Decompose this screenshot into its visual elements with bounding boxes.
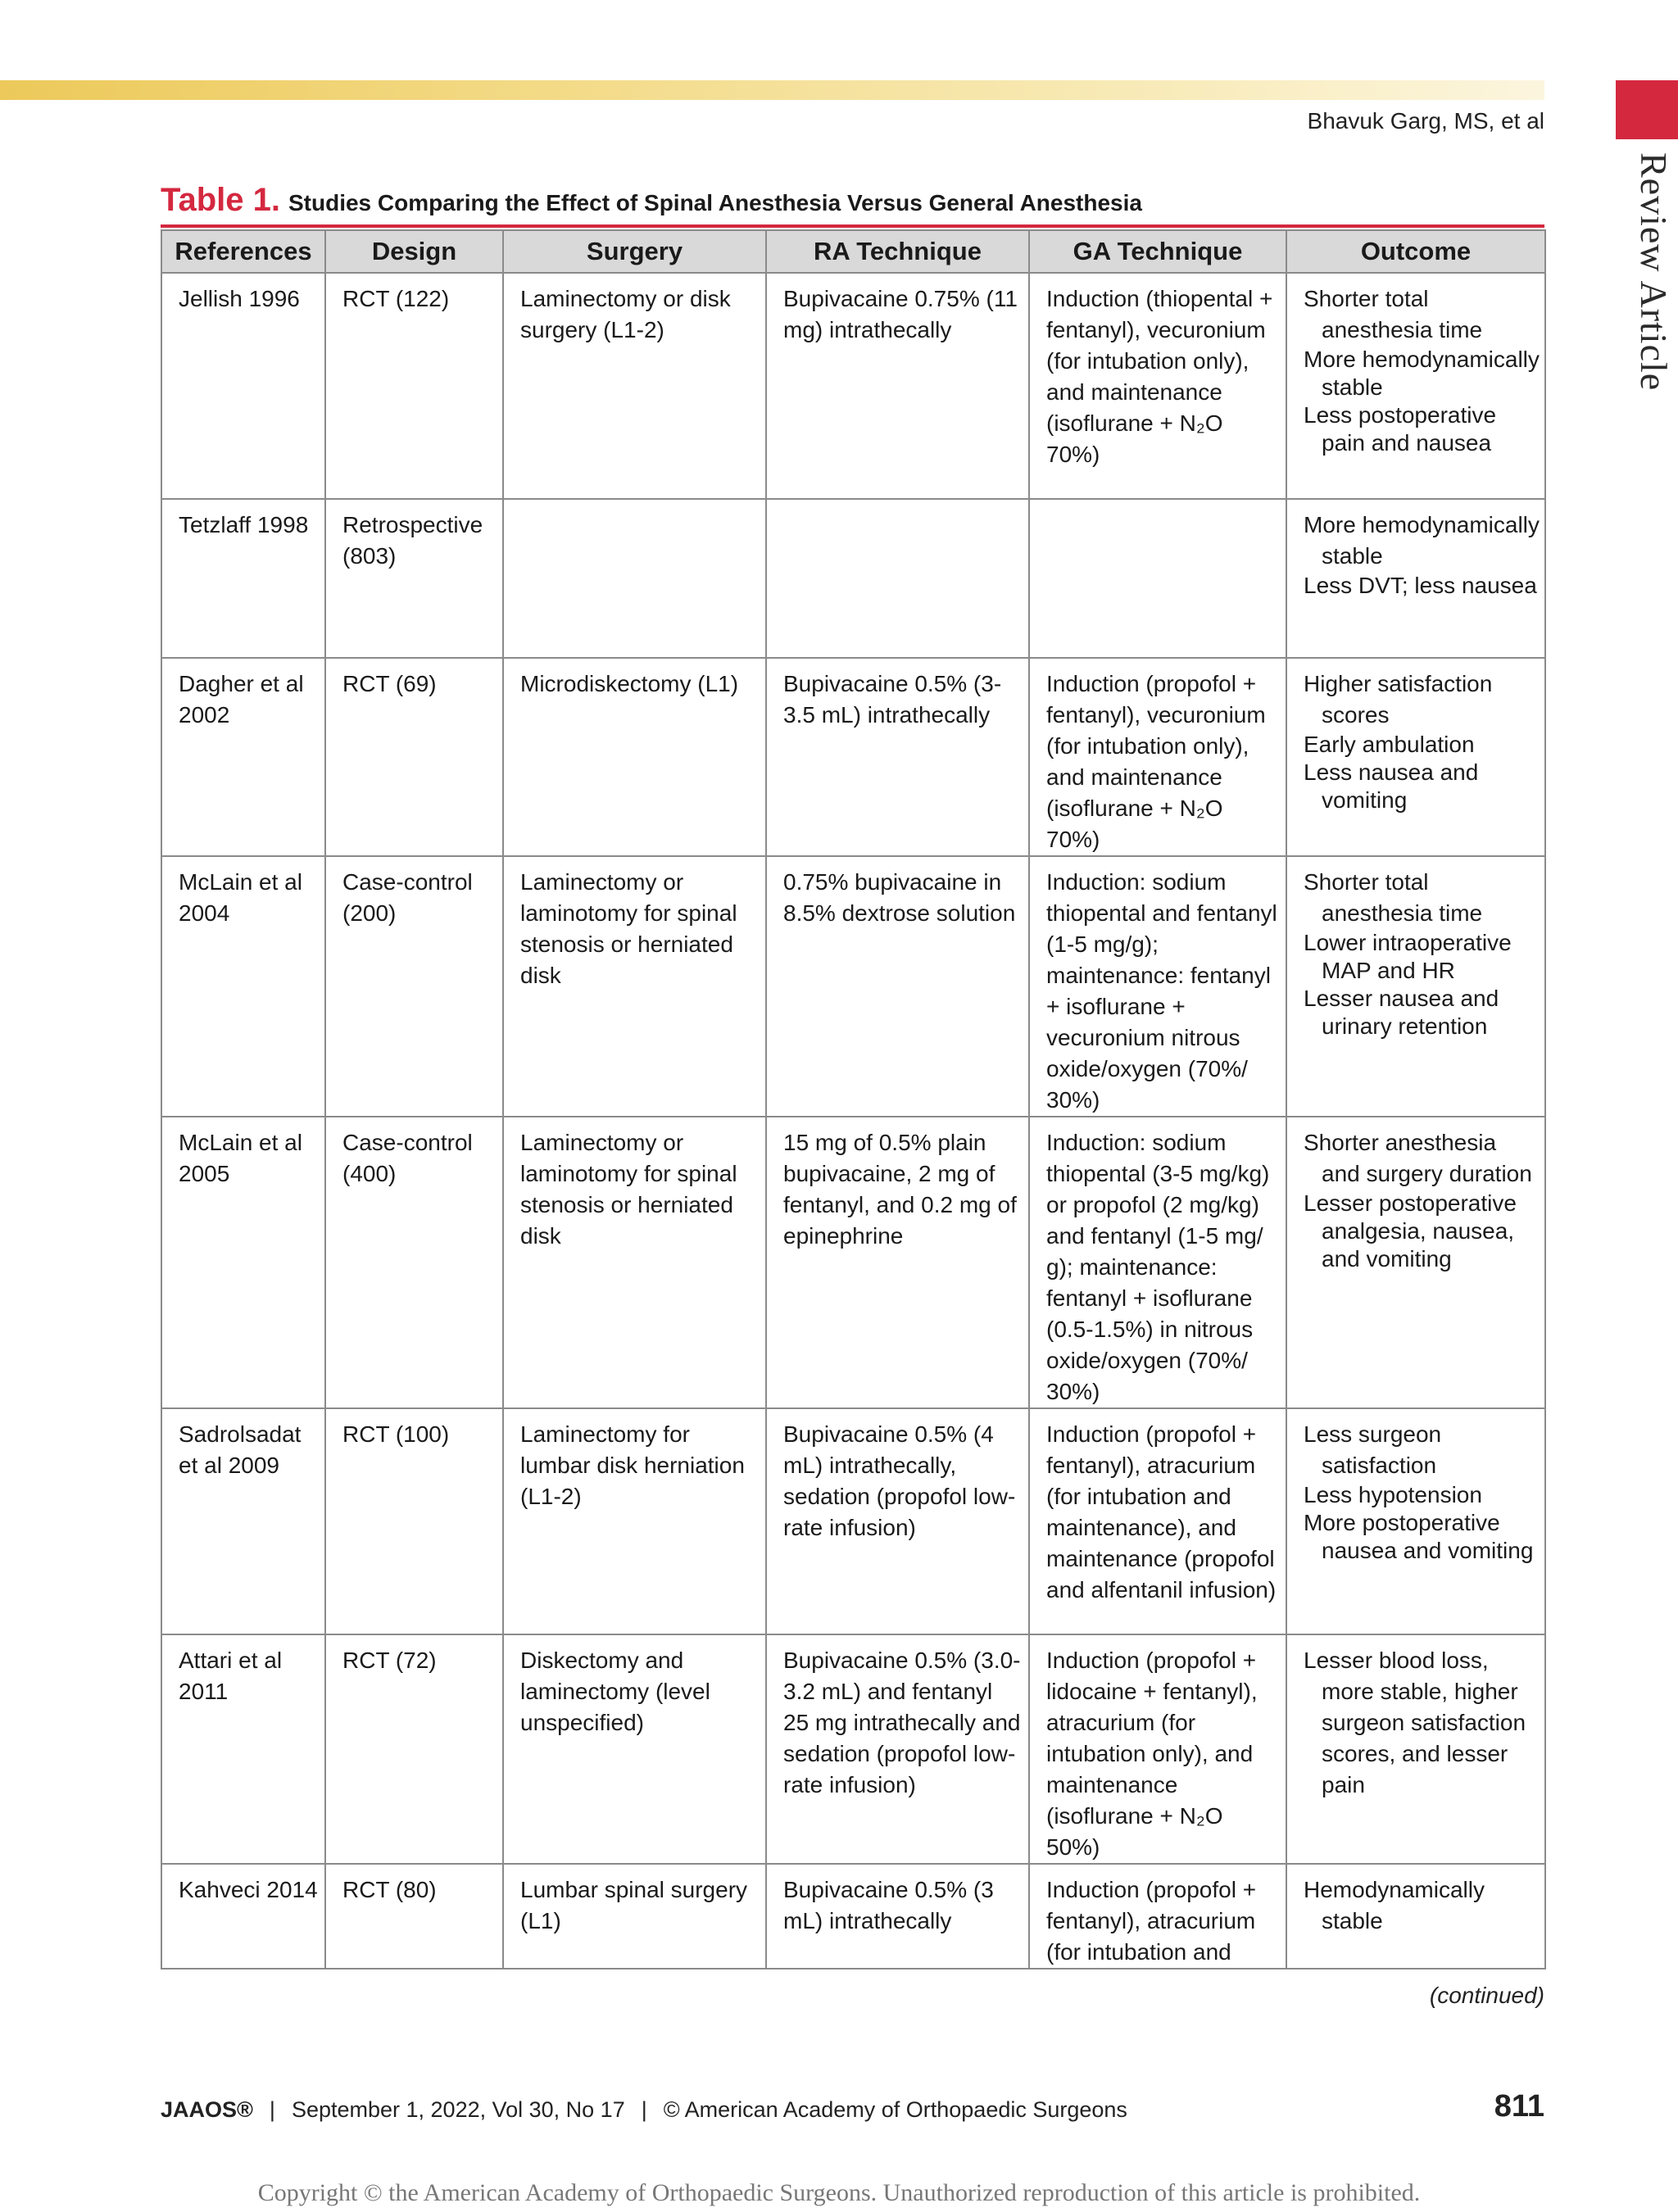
cell-ga-technique: Induction (propofol + fentanyl), atracurium (for intubation and <box>1029 1864 1286 1969</box>
outcome-item: Hemodynamically stable <box>1304 1877 1485 1933</box>
table-number: Table 1. <box>161 182 280 218</box>
cell-design: RCT (122) <box>325 273 503 499</box>
cell-ra-technique: Bupivacaine 0.5% (3 mL) intrathecally <box>766 1864 1029 1969</box>
cell-surgery: Lumbar spinal surgery (L1) <box>503 1864 766 1969</box>
cell-surgery: Diskectomy and laminectomy (level unspecified) <box>503 1634 766 1864</box>
cell-reference: Dagher et al 2002 <box>161 658 325 856</box>
decorative-top-band <box>0 80 1544 100</box>
journal-name: JAAOS® <box>161 2097 253 2122</box>
column-header-references: References <box>161 230 325 273</box>
cell-ga-technique: Induction: sodium thiopental and fentanyl (1-5 mg/g); maintenance: fentanyl + isoflurane + vecuronium nitrous oxide/oxygen (70%/ 30%) <box>1029 856 1286 1117</box>
cell-ra-technique: Bupivacaine 0.75% (11 mg) intrathecally <box>766 273 1029 499</box>
cell-reference: Jellish 1996 <box>161 273 325 499</box>
cell-outcome <box>1286 273 1545 499</box>
cell-surgery: Microdiskectomy (L1) <box>503 658 766 856</box>
cell-ga-technique: Induction (thiopental + fentanyl), vecuronium (for intubation only), and maintenance (isoflurane + N₂O 70%) <box>1029 273 1286 499</box>
cell-reference: Sadrolsadat et al 2009 <box>161 1408 325 1634</box>
outcome-item: Lesser blood loss, more stable, higher surgeon satisfaction scores, and lesser pain <box>1304 1648 1526 1797</box>
outcome-item: Lesser nausea and urinary retention <box>1304 986 1499 1039</box>
table-title <box>161 182 1142 219</box>
cell-surgery: Laminectomy or laminotomy for spinal stenosis or herniated disk <box>503 856 766 1117</box>
cell-design: Case-control (400) <box>325 1117 503 1408</box>
outcome-item: Less surgeon satisfaction <box>1304 1421 1442 1478</box>
outcome-item: Lower intraoperative MAP and HR <box>1304 930 1512 983</box>
outcome-item: Shorter total anesthesia time <box>1304 286 1483 342</box>
cell-design: RCT (69) <box>325 658 503 856</box>
outcome-item: More hemodynamically stable <box>1304 347 1540 400</box>
outcome-item: More hemodynamically stable <box>1304 512 1540 569</box>
outcome-item: Less postoperative pain and nausea <box>1304 402 1497 456</box>
cell-design: Case-control (200) <box>325 856 503 1117</box>
outcome-item: Less DVT; less nausea <box>1304 573 1537 598</box>
outcome-item: Lesser postoperative analgesia, nausea, and vomiting <box>1304 1190 1517 1271</box>
continued-note: (continued) <box>1429 1983 1544 2008</box>
table-header-row <box>161 230 1545 273</box>
cell-design: RCT (72) <box>325 1634 503 1864</box>
cell-ra-technique: Bupivacaine 0.5% (4 mL) intrathecally, sedation (propofol low-rate infusion) <box>766 1408 1029 1634</box>
cell-ga-technique: Induction: sodium thiopental (3-5 mg/kg) or propofol (2 mg/kg) and fentanyl (1-5 mg/ g); maintenance: fentanyl + isoflurane (0.5-1.5%) in nitrous oxide/oxygen (70%/ 30%) <box>1029 1117 1286 1408</box>
cell-ra-technique: 15 mg of 0.5% plain bupivacaine, 2 mg of fentanyl, and 0.2 mg of epinephrine <box>766 1117 1029 1408</box>
cell-surgery: Laminectomy for lumbar disk herniation (L1-2) <box>503 1408 766 1634</box>
column-header-design: Design <box>325 230 503 273</box>
table-top-rule <box>161 224 1544 228</box>
table-row <box>161 1408 1545 1634</box>
outcome-item: More postoperative nausea and vomiting <box>1304 1510 1534 1563</box>
cell-reference: McLain et al 2004 <box>161 856 325 1117</box>
table-row <box>161 1117 1545 1408</box>
cell-ra-technique: Bupivacaine 0.5% (3-3.5 mL) intrathecally <box>766 658 1029 856</box>
table-row <box>161 499 1545 658</box>
table-row <box>161 1634 1545 1864</box>
page-number: 811 <box>1494 2089 1544 2124</box>
table-row <box>161 1864 1545 1969</box>
publisher-info: © American Academy of Orthopaedic Surgeons <box>663 2097 1127 2122</box>
cell-outcome <box>1286 499 1545 658</box>
outcome-item: Early ambulation <box>1304 732 1475 757</box>
studies-table <box>161 229 1546 1969</box>
outcome-item: Less nausea and vomiting <box>1304 759 1479 813</box>
cell-outcome <box>1286 1117 1545 1408</box>
outcome-item: Higher satisfaction scores <box>1304 671 1493 728</box>
cell-outcome <box>1286 856 1545 1117</box>
cell-outcome <box>1286 1408 1545 1634</box>
cell-design: RCT (80) <box>325 1864 503 1969</box>
cell-design: Retrospective (803) <box>325 499 503 658</box>
table-caption: Studies Comparing the Effect of Spinal Anesthesia Versus General Anesthesia <box>288 190 1142 215</box>
cell-ra-technique: 0.75% bupivacaine in 8.5% dextrose solution <box>766 856 1029 1117</box>
table-row <box>161 856 1545 1117</box>
cell-design: RCT (100) <box>325 1408 503 1634</box>
cell-reference: McLain et al 2005 <box>161 1117 325 1408</box>
outcome-item: Shorter anesthesia and surgery duration <box>1304 1130 1532 1186</box>
footer-citation: JAAOS® | September 1, 2022, Vol 30, No 17 | © American Academy of Orthopaedic Surgeons <box>161 2097 1127 2122</box>
cell-outcome <box>1286 1634 1545 1864</box>
cell-surgery: Laminectomy or disk surgery (L1-2) <box>503 273 766 499</box>
outcome-item: Less hypotension <box>1304 1482 1482 1507</box>
issue-info: September 1, 2022, Vol 30, No 17 <box>291 2097 625 2122</box>
column-header-ga-technique: GA Technique <box>1029 230 1286 273</box>
column-header-outcome: Outcome <box>1286 230 1545 273</box>
cell-surgery <box>503 499 766 658</box>
cell-ga-technique: Induction (propofol + fentanyl), vecuronium (for intubation only), and maintenance (isoflurane + N₂O 70%) <box>1029 658 1286 856</box>
cell-reference: Tetzlaff 1998 <box>161 499 325 658</box>
cell-outcome <box>1286 658 1545 856</box>
cell-ga-technique: Induction (propofol + lidocaine + fentanyl), atracurium (for intubation only), and maintenance (isoflurane + N₂O 50%) <box>1029 1634 1286 1864</box>
column-header-surgery: Surgery <box>503 230 766 273</box>
cell-ga-technique: Induction (propofol + fentanyl), atracurium (for intubation and maintenance), and maintenance (propofol and alfentanil infusion) <box>1029 1408 1286 1634</box>
cell-surgery: Laminectomy or laminotomy for spinal stenosis or herniated disk <box>503 1117 766 1408</box>
section-side-label: Review Article <box>1633 152 1675 392</box>
table-row <box>161 658 1545 856</box>
table-row <box>161 273 1545 499</box>
cell-reference: Kahveci 2014 <box>161 1864 325 1969</box>
cell-ra-technique <box>766 499 1029 658</box>
section-color-tab <box>1616 80 1678 139</box>
cell-outcome <box>1286 1864 1545 1969</box>
running-head-authors: Bhavuk Garg, MS, et al <box>1307 108 1544 134</box>
copyright-notice: Copyright © the American Academy of Orthopaedic Surgeons. Unauthorized reproduction of this article is prohibited. <box>257 2179 1421 2206</box>
cell-reference: Attari et al 2011 <box>161 1634 325 1864</box>
outcome-item: Shorter total anesthesia time <box>1304 869 1483 926</box>
cell-ga-technique <box>1029 499 1286 658</box>
column-header-ra-technique: RA Technique <box>766 230 1029 273</box>
cell-ra-technique: Bupivacaine 0.5% (3.0-3.2 mL) and fentanyl 25 mg intrathecally and sedation (propofol low-rate infusion) <box>766 1634 1029 1864</box>
